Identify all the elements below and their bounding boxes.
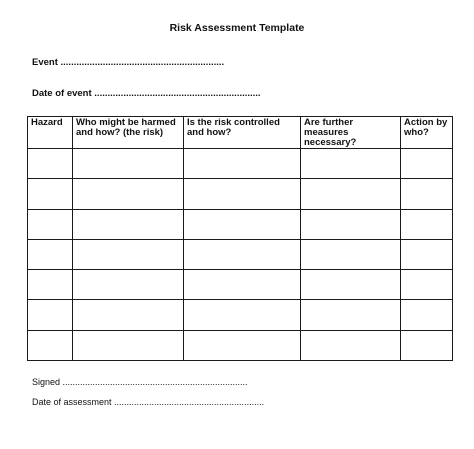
- table-header-row: [28, 117, 453, 149]
- table-cell[interactable]: [184, 239, 301, 269]
- signed-field: Signed ..........................................................................: [32, 377, 248, 387]
- table-cell[interactable]: [401, 300, 453, 330]
- table-cell[interactable]: [401, 179, 453, 209]
- table-row: [28, 300, 453, 330]
- document-title: Risk Assessment Template: [169, 22, 305, 34]
- table-cell[interactable]: [301, 209, 401, 239]
- table-cell[interactable]: [184, 149, 301, 179]
- table-cell[interactable]: [73, 270, 184, 300]
- header-who-harmed: Who might be harmed and how? (the risk): [73, 117, 184, 149]
- table-cell[interactable]: [28, 239, 73, 269]
- table-row: [28, 330, 453, 360]
- date-of-event-field: Date of event ...............................................................: [32, 88, 261, 99]
- table-cell[interactable]: [73, 179, 184, 209]
- header-risk-controlled: Is the risk controlled and how?: [184, 117, 301, 149]
- table-cell[interactable]: [184, 300, 301, 330]
- table-cell[interactable]: [28, 209, 73, 239]
- table-cell[interactable]: [28, 149, 73, 179]
- table-cell[interactable]: [73, 149, 184, 179]
- table-cell[interactable]: [301, 330, 401, 360]
- table-row: [28, 239, 453, 269]
- table-cell[interactable]: [28, 179, 73, 209]
- table-cell[interactable]: [301, 270, 401, 300]
- table-cell[interactable]: [401, 270, 453, 300]
- table-cell[interactable]: [301, 149, 401, 179]
- table-cell[interactable]: [73, 239, 184, 269]
- table-cell[interactable]: [28, 330, 73, 360]
- table-cell[interactable]: [301, 239, 401, 269]
- table-cell[interactable]: [301, 300, 401, 330]
- table-cell[interactable]: [401, 330, 453, 360]
- table-cell[interactable]: [184, 270, 301, 300]
- date-of-assessment-field: Date of assessment ............................................................: [32, 397, 265, 407]
- table-cell[interactable]: [401, 239, 453, 269]
- table-row: [28, 149, 453, 179]
- table-row: [28, 179, 453, 209]
- header-hazard: Hazard: [28, 117, 73, 149]
- table-cell[interactable]: [28, 300, 73, 330]
- header-action-by: Action by who?: [401, 117, 453, 149]
- table-cell[interactable]: [73, 209, 184, 239]
- table-row: [28, 209, 453, 239]
- table-cell[interactable]: [28, 270, 73, 300]
- table-cell[interactable]: [184, 209, 301, 239]
- table-cell[interactable]: [401, 149, 453, 179]
- table-cell[interactable]: [401, 209, 453, 239]
- header-further-measures: Are further measures necessary?: [301, 117, 401, 149]
- table-cell[interactable]: [73, 330, 184, 360]
- table-cell[interactable]: [184, 330, 301, 360]
- risk-table: [27, 116, 453, 361]
- table-row: [28, 270, 453, 300]
- table-cell[interactable]: [73, 300, 184, 330]
- table-cell[interactable]: [301, 179, 401, 209]
- table-cell[interactable]: [184, 179, 301, 209]
- event-field: Event ..............................................................: [32, 57, 225, 68]
